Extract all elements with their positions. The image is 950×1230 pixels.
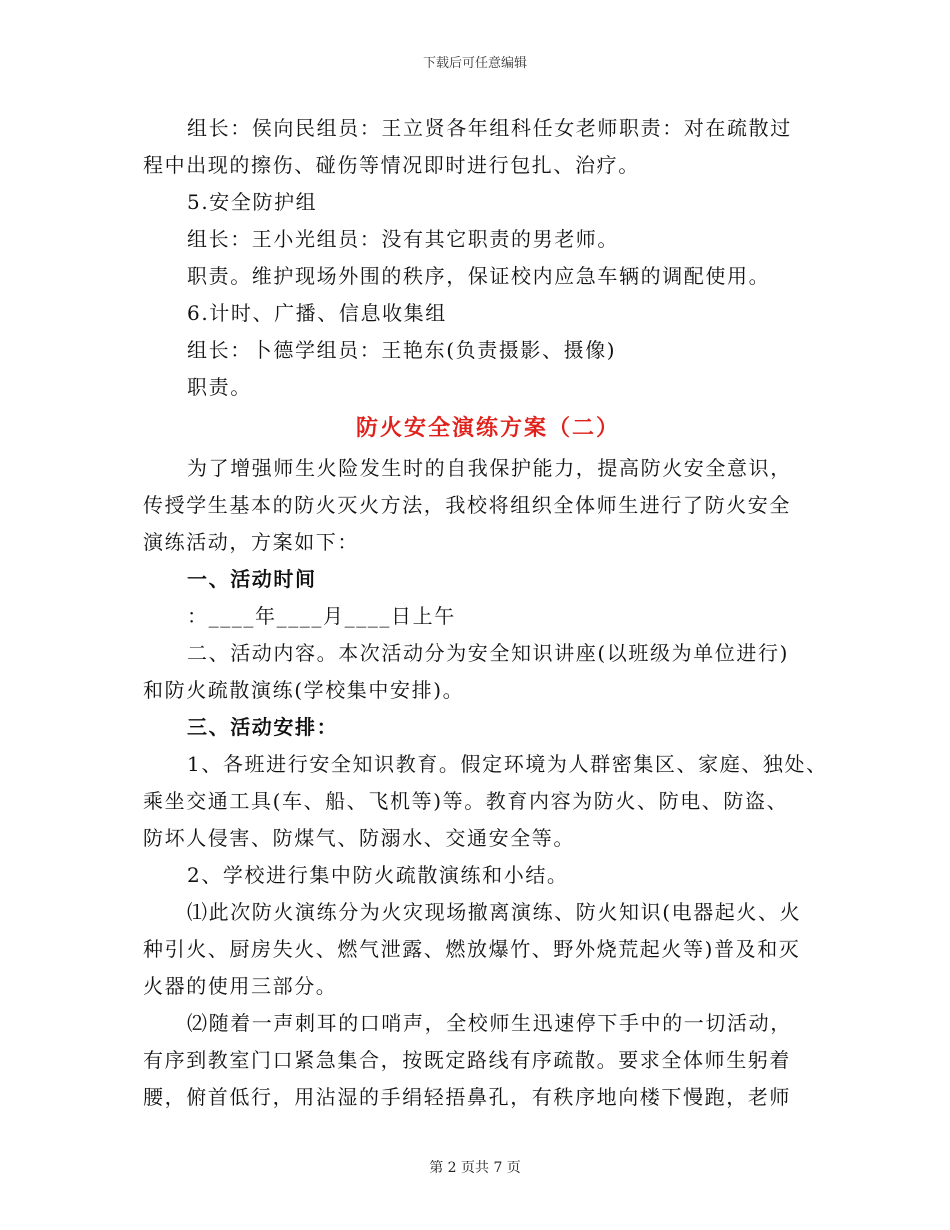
section-two [143,450,833,1116]
paragraph-line: 腰，俯首低行，用沾湿的手绢轻捂鼻孔，有秩序地向楼下慢跑，老师 [143,1085,791,1109]
paragraph-line: 防坏人侵害、防煤气、防溺水、交通安全等。 [143,826,575,850]
section-one [143,110,833,406]
paragraph-line: 程中出现的擦伤、碰伤等情况即时进行包扎、治疗。 [143,153,640,177]
paragraph-line: 职责。 [187,375,252,399]
page-footer: 第 2 页共 7 页 [429,1160,521,1176]
paragraph-line: 传授学生基本的防火灭火方法，我校将组织全体师生进行了防火安全 [143,493,791,517]
paragraph-line: 5.安全防护组 [187,190,318,214]
paragraph-line: 有序到教室门口紧急集合，按既定路线有序疏散。要求全体师生躬着 [143,1048,791,1072]
paragraph-line: 组长：王小光组员：没有其它职责的男老师。 [187,227,619,251]
paragraph-line: 职责。维护现场外围的秩序，保证校内应急车辆的调配使用。 [187,264,771,288]
paragraph-line: 一、活动时间 [187,567,317,591]
paragraph-line: 1、各班进行安全知识教育。假定环境为人群密集区、家庭、独处、 [187,752,828,776]
paragraph-line: 6.计时、广播、信息收集组 [187,301,447,325]
paragraph-line: 组长：侯向民组员：王立贤各年组科任女老师职责：对在疏散过 [187,116,792,140]
paragraph-line: ：____年____月____日上午 [187,604,456,628]
document-body [143,110,833,1116]
page-header: 下载后可任意编辑 [422,56,527,71]
paragraph-line: 种引火、厨房失火、燃气泄露、燃放爆竹、野外烧荒起火等)普及和灭 [143,937,801,961]
paragraph-line: 2、学校进行集中防火疏散演练和小结。 [187,863,569,887]
paragraph-line: ⑴此次防火演练分为火灾现场撤离演练、防火知识(电器起火、火 [187,900,802,924]
paragraph-line: 演练活动，方案如下： [143,530,359,554]
paragraph-line: ⑵随着一声刺耳的口哨声，全校师生迅速停下手中的一切活动， [187,1011,792,1035]
paragraph-line: 和防火疏散演练(学校集中安排)。 [143,678,465,702]
paragraph-line: 为了增强师生火险发生时的自我保护能力，提高防火安全意识， [187,456,792,480]
document-title: 防火安全演练方案（二） [355,415,620,441]
paragraph-line: 火器的使用三部分。 [143,974,338,998]
paragraph-line: 三、活动安排： [187,715,339,739]
paragraph-line: 二、活动内容。本次活动分为安全知识讲座(以班级为单位进行) [187,641,790,665]
paragraph-line: 组长：卜德学组员：王艳东(负责摄影、摄像) [187,338,617,362]
paragraph-line: 乘坐交通工具(车、船、飞机等)等。教育内容为防火、防电、防盗、 [143,789,789,813]
